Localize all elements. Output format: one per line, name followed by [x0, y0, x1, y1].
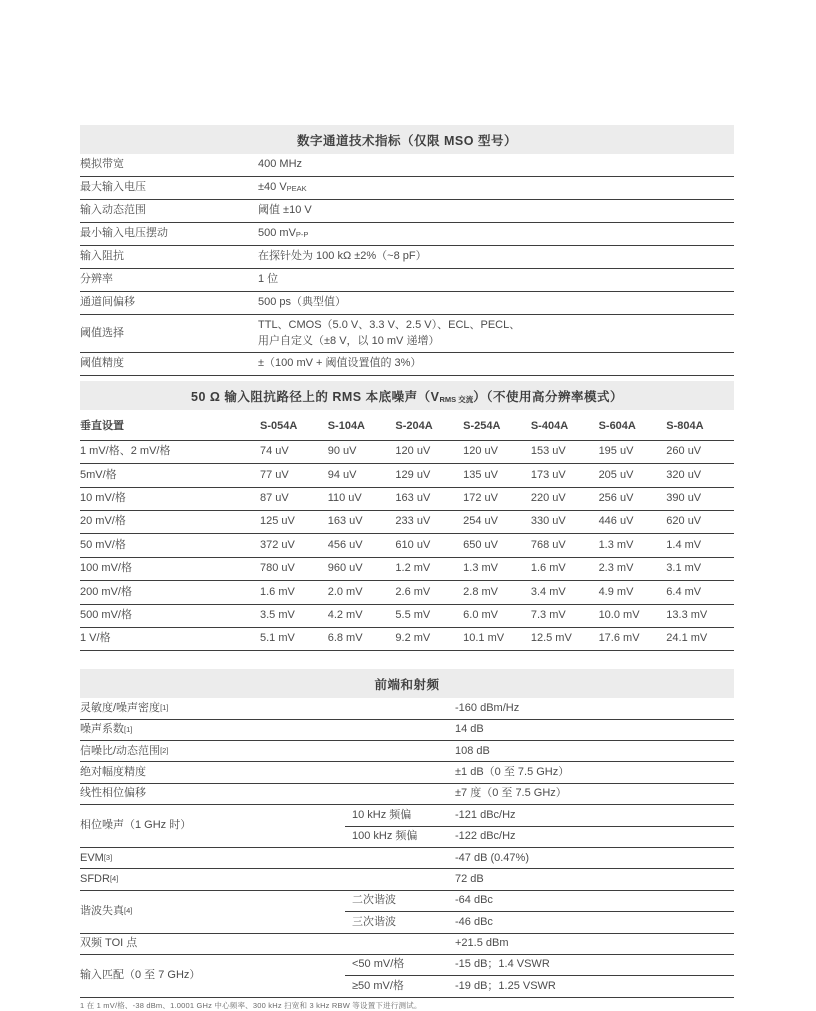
- spec-label-text: 双频 TOI 点: [80, 937, 138, 950]
- spec-sublabel: [345, 701, 455, 716]
- spec-subrow: [345, 826, 734, 847]
- spec-subrow: [345, 762, 734, 782]
- rms-noise-floor-table-title: [80, 381, 734, 410]
- row-label: 500 mV/格: [80, 609, 132, 621]
- frontend-rf-table-rows: [80, 698, 734, 997]
- footnote-ref: [1]: [160, 703, 169, 713]
- spec-value: [258, 356, 734, 372]
- cell-value: 10.0 mV: [598, 609, 640, 621]
- spec-row: [80, 805, 734, 848]
- spec-sublabel: [345, 744, 455, 759]
- spec-row: [80, 154, 734, 177]
- cell-value: 3.5 mV: [260, 609, 295, 621]
- text-segment: 400 MHz: [258, 158, 303, 170]
- digital-channel-spec-table: [80, 125, 734, 376]
- cell-value: 74 uV: [260, 445, 289, 458]
- spec-value: [258, 157, 734, 173]
- spec-value: -19 dB；1.25 VSWR: [455, 979, 556, 992]
- text-segment: 用户自定义（±8 V，以 10 mV 递增）: [258, 334, 440, 347]
- spec-row: [80, 353, 734, 376]
- cell-value: 620 uV: [666, 515, 702, 528]
- cell-value: 172 uV: [463, 492, 499, 505]
- spec-value: [258, 203, 734, 219]
- text-segment: 500 mV: [258, 226, 296, 239]
- spec-label: 输入阻抗: [80, 249, 124, 262]
- cell-value: 153 uV: [530, 445, 566, 458]
- spec-row: [80, 315, 734, 354]
- spec-value: -121 dBc/Hz: [455, 808, 516, 821]
- spec-row-values: [345, 955, 734, 997]
- spec-value: 108 dB: [455, 744, 490, 757]
- digital-channel-table-rows: [80, 154, 734, 376]
- spec-subrow: [345, 698, 734, 718]
- cell-value: 195 uV: [598, 445, 634, 458]
- cell-value: 87 uV: [260, 492, 289, 505]
- spec-label-text: 信噪比/动态范围: [80, 744, 161, 757]
- spec-row: [80, 869, 734, 890]
- spec-row-values: [345, 741, 734, 761]
- spec-subrow: [345, 891, 734, 911]
- cell-value: 129 uV: [395, 468, 431, 481]
- spec-value: [258, 249, 734, 265]
- footnote-ref: [4]: [124, 906, 133, 916]
- cell-value: 163 uV: [395, 492, 431, 505]
- text-segment: ±（100 mV + 阈值设置值的 3%）: [258, 357, 422, 370]
- cell-value: 5.5 mV: [395, 609, 431, 621]
- spec-page: [80, 125, 734, 1011]
- spec-sublabel: [345, 722, 455, 737]
- cell-value: 77 uV: [260, 468, 289, 481]
- spec-subrow: [345, 784, 734, 804]
- row-label: 20 mV/格: [80, 515, 126, 528]
- spec-row: [80, 762, 734, 783]
- spec-label: 模拟带宽: [80, 158, 124, 170]
- spec-row-values: [345, 784, 734, 804]
- cell-value: 13.3 mV: [666, 609, 708, 621]
- spec-subrow: [345, 720, 734, 740]
- cell-value: 135 uV: [463, 468, 499, 481]
- spec-subrow: [345, 848, 734, 868]
- spec-value: 14 dB: [455, 723, 484, 736]
- cell-value: 24.1 mV: [666, 632, 708, 645]
- table-row: [80, 605, 734, 628]
- cell-value: 110 uV: [327, 492, 362, 505]
- spec-subrow: [345, 741, 734, 761]
- cell-value: 1.4 mV: [666, 538, 702, 551]
- spec-value: -46 dBc: [455, 915, 493, 928]
- spec-sublabel: [345, 872, 455, 887]
- column-header-row: [80, 410, 734, 440]
- row-label: 10 mV/格: [80, 492, 126, 505]
- spec-row: [80, 848, 734, 869]
- cell-value: 10.1 mV: [463, 632, 505, 645]
- spec-value: [258, 272, 734, 288]
- spec-sublabel: <50 mV/格: [352, 958, 405, 971]
- cell-value: 7.3 mV: [530, 609, 566, 621]
- spec-value: ±1 dB（0 至 7.5 GHz）: [455, 765, 570, 778]
- column-header: S-054A: [260, 420, 298, 433]
- rms-noise-floor-table-header: [80, 410, 734, 440]
- cell-value: 2.0 mV: [327, 585, 363, 598]
- spec-label: [80, 805, 345, 847]
- cell-value: 2.3 mV: [598, 562, 634, 575]
- spec-row: [80, 246, 734, 269]
- spec-row-values: [345, 891, 734, 933]
- cell-value: 4.9 mV: [598, 585, 634, 598]
- column-header: 垂直设置: [80, 420, 124, 433]
- spec-value: -15 dB；1.4 VSWR: [455, 958, 550, 971]
- cell-value: 2.6 mV: [395, 585, 431, 598]
- cell-value: 6.8 mV: [327, 632, 363, 645]
- text-segment: ）（不使用高分辨率模式）: [473, 390, 623, 405]
- spec-subrow: [345, 934, 734, 954]
- spec-row-values: [345, 934, 734, 954]
- cell-value: 650 uV: [463, 538, 499, 551]
- spec-row-values: [345, 698, 734, 718]
- cell-value: 17.6 mV: [598, 632, 640, 645]
- cell-value: 260 uV: [666, 445, 702, 458]
- spec-row: [80, 269, 734, 292]
- cell-value: 1.6 mV: [260, 585, 295, 598]
- cell-value: 390 uV: [666, 492, 702, 505]
- table-row: [80, 441, 734, 464]
- table-row: [80, 488, 734, 511]
- cell-value: 1.2 mV: [395, 562, 431, 575]
- spec-label: [80, 934, 345, 954]
- table-row: [80, 464, 734, 487]
- cell-value: 330 uV: [530, 515, 566, 528]
- cell-value: 610 uV: [395, 538, 431, 551]
- cell-value: 256 uV: [598, 492, 634, 505]
- digital-channel-table-title: 数字通道技术指标（仅限 MSO 型号）: [80, 125, 734, 154]
- cell-value: 780 uV: [260, 562, 295, 575]
- spec-label-text: 线性相位偏移: [80, 787, 146, 800]
- footnote-ref: [3]: [103, 852, 113, 862]
- table-row: [80, 581, 734, 604]
- frontend-rf-table: [80, 669, 734, 997]
- spec-label: [80, 720, 345, 740]
- column-header: S-404A: [530, 420, 569, 433]
- table-row: [80, 534, 734, 557]
- spec-sublabel: ≥50 mV/格: [352, 979, 404, 992]
- spec-label: [80, 955, 345, 997]
- rms-noise-floor-table: [80, 381, 734, 651]
- spec-row-values: [345, 805, 734, 847]
- cell-value: 120 uV: [463, 445, 499, 458]
- spec-row: [80, 223, 734, 246]
- spec-label: 分辨率: [80, 272, 113, 285]
- row-label: 1 mV/格、2 mV/格: [80, 445, 171, 458]
- spec-label: [80, 848, 345, 868]
- spec-row: [80, 741, 734, 762]
- cell-value: 125 uV: [260, 515, 295, 528]
- table-row: [80, 558, 734, 581]
- spec-sublabel: 10 kHz 频偏: [352, 808, 412, 821]
- spec-row-values: [345, 848, 734, 868]
- spec-value: [258, 180, 734, 196]
- cell-value: 6.0 mV: [463, 609, 498, 621]
- subscript-text: P-P: [295, 229, 309, 239]
- cell-value: 254 uV: [463, 515, 499, 528]
- spec-row: [80, 891, 734, 934]
- row-label: 100 mV/格: [80, 562, 132, 575]
- spec-label: [80, 784, 345, 804]
- cell-value: 768 uV: [530, 538, 566, 551]
- cell-value: 1.3 mV: [598, 538, 634, 551]
- cell-value: 372 uV: [260, 538, 295, 551]
- spec-label: [80, 698, 345, 718]
- spec-value: -47 dB (0.47%): [455, 851, 529, 864]
- spec-value: [258, 226, 734, 242]
- spec-subrow: [345, 955, 734, 975]
- column-header: S-804A: [666, 420, 704, 433]
- cell-value: 94 uV: [327, 468, 357, 481]
- cell-value: 2.8 mV: [463, 585, 498, 598]
- spec-row: [80, 698, 734, 719]
- footnote: 1 在 1 mV/格、-38 dBm、1.0001 GHz 中心频率、300 kHz 扫宽和 3 kHz RBW 等设置下进行测试。: [80, 1000, 422, 1010]
- column-header: S-204A: [395, 420, 433, 433]
- spec-row: [80, 720, 734, 741]
- spec-sublabel: [345, 936, 455, 951]
- spec-subrow: [345, 911, 734, 932]
- text-segment: ±40 V: [258, 180, 287, 193]
- spec-row: [80, 177, 734, 200]
- spec-label: 通道间偏移: [80, 295, 135, 308]
- column-header: S-604A: [598, 420, 636, 433]
- spec-label: 最小输入电压摆动: [80, 226, 168, 239]
- spec-subrow: [345, 869, 734, 889]
- spec-label: [80, 741, 345, 761]
- text-segment: 500 ps（典型值）: [258, 295, 347, 308]
- spec-row: [80, 784, 734, 805]
- spec-label-text: EVM: [80, 851, 104, 864]
- text-segment: 在探针处为 100 kΩ ±2%（~8 pF）: [258, 249, 427, 262]
- spec-label-text: 灵敏度/噪声密度: [80, 701, 161, 714]
- spec-subrow: [345, 805, 734, 825]
- spec-sublabel: [345, 786, 455, 801]
- spec-value: [258, 295, 734, 311]
- spec-value: -64 dBc: [455, 894, 493, 907]
- cell-value: 9.2 mV: [395, 632, 431, 645]
- row-label: 50 mV/格: [80, 538, 126, 551]
- spec-value: +21.5 dBm: [455, 937, 509, 950]
- cell-value: 6.4 mV: [666, 585, 702, 598]
- row-label: 200 mV/格: [80, 585, 132, 598]
- cell-value: 1.6 mV: [530, 562, 566, 575]
- spec-label: 阈值精度: [80, 357, 124, 370]
- column-header: S-104A: [327, 420, 365, 433]
- table-row: [80, 511, 734, 534]
- text-segment: 1 位: [258, 272, 279, 285]
- table-row: [80, 628, 734, 651]
- spec-value: -122 dBc/Hz: [455, 830, 516, 843]
- spec-label-text: 绝对幅度精度: [80, 765, 146, 778]
- cell-value: 3.4 mV: [530, 585, 566, 598]
- spec-label: 输入动态范围: [80, 203, 146, 216]
- spec-row-values: [345, 762, 734, 782]
- spec-label-text: 噪声系数: [80, 723, 124, 736]
- spec-row: [80, 934, 734, 955]
- cell-value: 12.5 mV: [530, 632, 572, 645]
- cell-value: 3.1 mV: [666, 562, 702, 575]
- row-label: 5mV/格: [80, 468, 117, 481]
- spec-sublabel: 100 kHz 频偏: [352, 830, 418, 843]
- spec-label: 最大输入电压: [80, 180, 146, 193]
- spec-label-text: 输入匹配（0 至 7 GHz）: [80, 969, 201, 982]
- row-label: 1 V/格: [80, 632, 111, 645]
- frontend-rf-table-title: 前端和射频: [80, 669, 734, 698]
- spec-label-text: 谐波失真: [80, 904, 124, 917]
- spec-label: [80, 869, 345, 889]
- cell-value: 163 uV: [327, 515, 363, 528]
- footnote-ref: [2]: [160, 746, 169, 755]
- spec-sublabel: [345, 765, 455, 780]
- column-header: S-254A: [463, 420, 501, 433]
- text-segment: 50 Ω 输入阻抗路径上的 RMS 本底噪声（V: [191, 390, 440, 405]
- spec-sublabel: 三次谐波: [352, 915, 396, 928]
- cell-value: 173 uV: [530, 468, 566, 481]
- spec-subrow: [345, 975, 734, 996]
- spec-label: 阈值选择: [80, 326, 124, 339]
- subscript-text: RMS 交流: [439, 395, 474, 405]
- cell-value: 960 uV: [327, 562, 363, 575]
- rms-noise-floor-table-rows: [80, 441, 734, 652]
- footnote-ref: [4]: [109, 874, 119, 884]
- subscript-text: PEAK: [286, 183, 307, 193]
- spec-row: [80, 200, 734, 223]
- spec-label: [80, 762, 345, 782]
- spec-label-text: 相位噪声（1 GHz 时）: [80, 819, 192, 832]
- spec-sublabel: [345, 851, 455, 866]
- cell-value: 5.1 mV: [260, 632, 295, 645]
- spec-value: ±7 度（0 至 7.5 GHz）: [455, 787, 567, 800]
- spec-sublabel: 二次谐波: [352, 894, 396, 907]
- footnote-ref: [1]: [124, 724, 133, 734]
- cell-value: 456 uV: [327, 538, 363, 551]
- cell-value: 4.2 mV: [327, 609, 363, 621]
- spec-row-values: [345, 869, 734, 889]
- spec-label-text: SFDR: [80, 872, 110, 885]
- cell-value: 220 uV: [530, 492, 566, 505]
- cell-value: 1.3 mV: [463, 562, 498, 575]
- spec-value: [258, 318, 734, 350]
- text-segment: 阈值 ±10 V: [258, 203, 312, 216]
- cell-value: 320 uV: [666, 468, 702, 481]
- spec-row: [80, 955, 734, 998]
- spec-row: [80, 292, 734, 315]
- text-segment: TTL、CMOS（5.0 V、3.3 V、2.5 V）、ECL、PECL、: [258, 318, 521, 331]
- spec-label: [80, 891, 345, 933]
- spec-value: -160 dBm/Hz: [455, 701, 520, 714]
- cell-value: 205 uV: [598, 468, 634, 481]
- spec-row-values: [345, 720, 734, 740]
- spec-value: 72 dB: [455, 872, 484, 885]
- cell-value: 233 uV: [395, 515, 431, 528]
- cell-value: 120 uV: [395, 445, 431, 458]
- cell-value: 446 uV: [598, 515, 634, 528]
- cell-value: 90 uV: [327, 445, 357, 458]
